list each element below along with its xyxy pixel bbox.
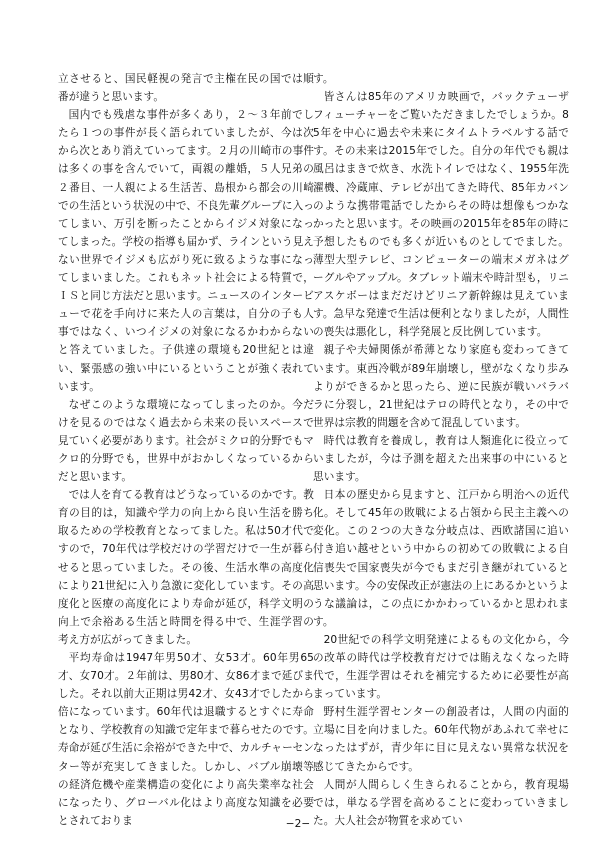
paragraph: 時代は教育を養成し，教育は人類進化に役立っていましたが，今は予測を超えた出来事の中にいると思います。 bbox=[313, 434, 569, 484]
paragraph: す。 bbox=[313, 73, 334, 85]
paragraph: では人を育てる教育はどうなっているのかです。教育の目的は，知識や学力の向上から良い生活を勝ち取るための学校教育となってました。私は50才代ですので，70年代は学校だけの学習だけで一生が暮らせると思っていました。その後、生活水準の高度化により21世紀に入り急激に変化しています。その高度化と医療の高度化により寿命が延び，科学文明の向上で余裕ある生活と時間を得る中で、生涯学習の考え方が広がってきました。 bbox=[58, 489, 314, 646]
paragraph: 人間が人間らしく生きられることから，教育現場では，単なる学習を高めることに変わっていきました。大人社会が物質を求めてい bbox=[313, 778, 569, 827]
paragraph: 国内でも残虐な事件が多くあり，２～３年前でしたら１つの事件が長く語られていましたが、今は次から次とあり消えていってます。２月の川崎市の事件は多くの事を含んでいて，両親の離婚，５人兄弟の２番目、一人親による生活苦、島根から都会の川崎での生活という状況の中で、不良先輩グループに入ってしまい、万引を断ったことからイジメ対象になってしまった。学校の指導も届かず、ラインという見えない世界でイジメも広がり死に致るような事になってしまいました。これもネット社会による特質で，ＩＳと同じ方法だと思います。ニュースのインタービューで花を手向けに来た人の言葉は，自分の子も人事ではなく、いつイジメの対象になるかわからないと答えていました。子供達の環境も20世紀とは違い、緊張感の強い中にいるということが強く表れています。 bbox=[58, 109, 314, 393]
paragraph: なぜこのような環境になってしまったのか。今だけを見るのではなく過去から未来の長いスペースで見ていく必要があります。社会がミクロ的分野でもマクロ的分野でも，世界中がおかしくなっているからだと思います。 bbox=[58, 398, 314, 484]
left-column bbox=[58, 70, 314, 830]
paragraph: 親子や夫婦関係が希薄となり家庭も変わってきています。東西冷戦が89年崩壊し，壁がなくなり歩みよりができるかと思ったら、逆に民族が戦いバラバラに分裂し，21世紀はテロの時代となり，その中で世界は宗教的問題を含めて混乱しています。 bbox=[313, 344, 569, 429]
page-number: −2− bbox=[285, 818, 311, 830]
paragraph: 野村生涯学習センターの創設者は，人間の内面的立場に目を向けました。60年代物があふれて幸せになったはずが，青少年に目に見えない異常な状況を感じてきたからです。 bbox=[313, 706, 569, 773]
paragraph: 立させると、国民軽視の発言で主権在民の国では順番が違うと思います。 bbox=[58, 73, 314, 104]
paragraph: 20世紀での科学文明発達によるもの文化から，今の改革の時代は学校教育だけでは賄えなくなった時代で，生涯学習はそれを補完するために必要性が高まっています。 bbox=[313, 633, 569, 701]
paragraph: 平均寿命は1947年男50才、女53才。60年男65才、女70才。２年前は、男80才、女86才まで延びました。それ以前大正期は男42才、女43才でしたから倍になっています。60年代は退職するとすぐに寿命となり、学校教育の知識で定年まで暮らせたのです。寿命が延び生活に余裕ができた中で、カルチャーセンター等が充実してきました。しかし、バブル崩壊等の経済危機や産業構造の変化により高失業率な社会になったり、グローバル化はより高度な知識を必要とされておりま bbox=[58, 652, 314, 827]
paragraph: 日本の歴史から見ますと、江戸から明治への近代化。そして45年の敗戦による占領から民主主義への変化。この２つの大きな分岐点は、西欧諸国に追い付き追い越せという中からの初めての敗戦による自信喪失で国家喪失が今でもまだ引き継がれていると思います。今の安保改正が憲法の上にあるかというような議論は，この点にかかわっているかと思われます。 bbox=[313, 489, 569, 628]
paragraph: 皆さんは85年のアメリカ映画で，バックテューザフィューチャーをご覧いただきましたでしょうか。85年を中心に過去や未来にタイムトラベルする話です。その未来は2015年でした。自分の年代でも親は風呂はまきで炊き、水洗トイレではなく、1955年洗濯機、冷蔵庫、テレビが出てきた時代、85年カバンのような携帯電話でしたからその時は想像もつかなかったと思います。その映画の2015年を85年の時に予想したものでも多くが近いものとしてでました。薄型大型テレビ、コンピューターの端末メガネはグーグルやアップル。タブレット端末や時計型も，リニアスケボーはまだだけどリニア新幹線は見えています。急早な発達で生活は便利となりましたが，人間性の喪失は悪化し，科学発展と反比例しています。 bbox=[313, 91, 569, 339]
right-column bbox=[313, 70, 569, 830]
